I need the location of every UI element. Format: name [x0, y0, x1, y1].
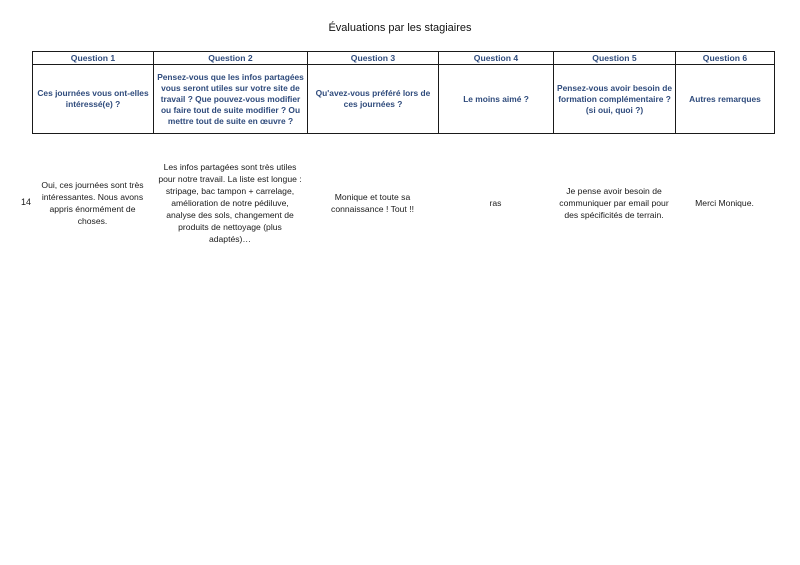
responses-table: [32, 160, 774, 246]
answer-cell: Monique et toute sa connaissance ! Tout !!: [331, 192, 414, 214]
question-number: Question 5: [554, 52, 676, 65]
answer-cell: Oui, ces journées sont très intéressantes. Nous avons appris énormément de choses.: [41, 180, 144, 226]
questions-header-table: [32, 51, 775, 134]
table-row: [32, 160, 774, 246]
question-text: Pensez-vous avoir besoin de formation complémentaire ? (si oui, quoi ?): [554, 65, 676, 134]
question-number: Question 2: [154, 52, 308, 65]
answer-cell: Je pense avoir besoin de communiquer par email pour des spécificités de terrain.: [559, 186, 669, 220]
answer-cell: Les infos partagées sont très utiles pour notre travail. La liste est longue : stripage, bac tampon + carrelage, amélioration de notre pédiluve, analyse des sols, changement de produits de nettoyage (plus adaptés)…: [158, 162, 302, 244]
question-number-row: [33, 52, 775, 65]
question-text: Ces journées vous ont-elles intéressé(e) ?: [33, 65, 154, 134]
question-number: Question 1: [33, 52, 154, 65]
answer-cell: ras: [489, 198, 502, 208]
answer-cell: Merci Monique.: [695, 198, 754, 208]
question-number: Question 6: [676, 52, 775, 65]
question-text-row: [33, 65, 775, 134]
question-text: Qu'avez-vous préféré lors de ces journées ?: [308, 65, 439, 134]
question-text: Autres remarques: [676, 65, 775, 134]
response-row-number: 14: [21, 197, 32, 207]
question-text: Le moins aimé ?: [439, 65, 554, 134]
page-title: Évaluations par les stagiaires: [328, 22, 472, 34]
question-number: Question 4: [439, 52, 554, 65]
question-text: Pensez-vous que les infos partagées vous seront utiles sur votre site de travail ? Que pouvez-vous modifier ou faire tout de suite modifier ? Ou mettre tout de suite en œuvre ?: [154, 65, 308, 134]
question-number: Question 3: [308, 52, 439, 65]
